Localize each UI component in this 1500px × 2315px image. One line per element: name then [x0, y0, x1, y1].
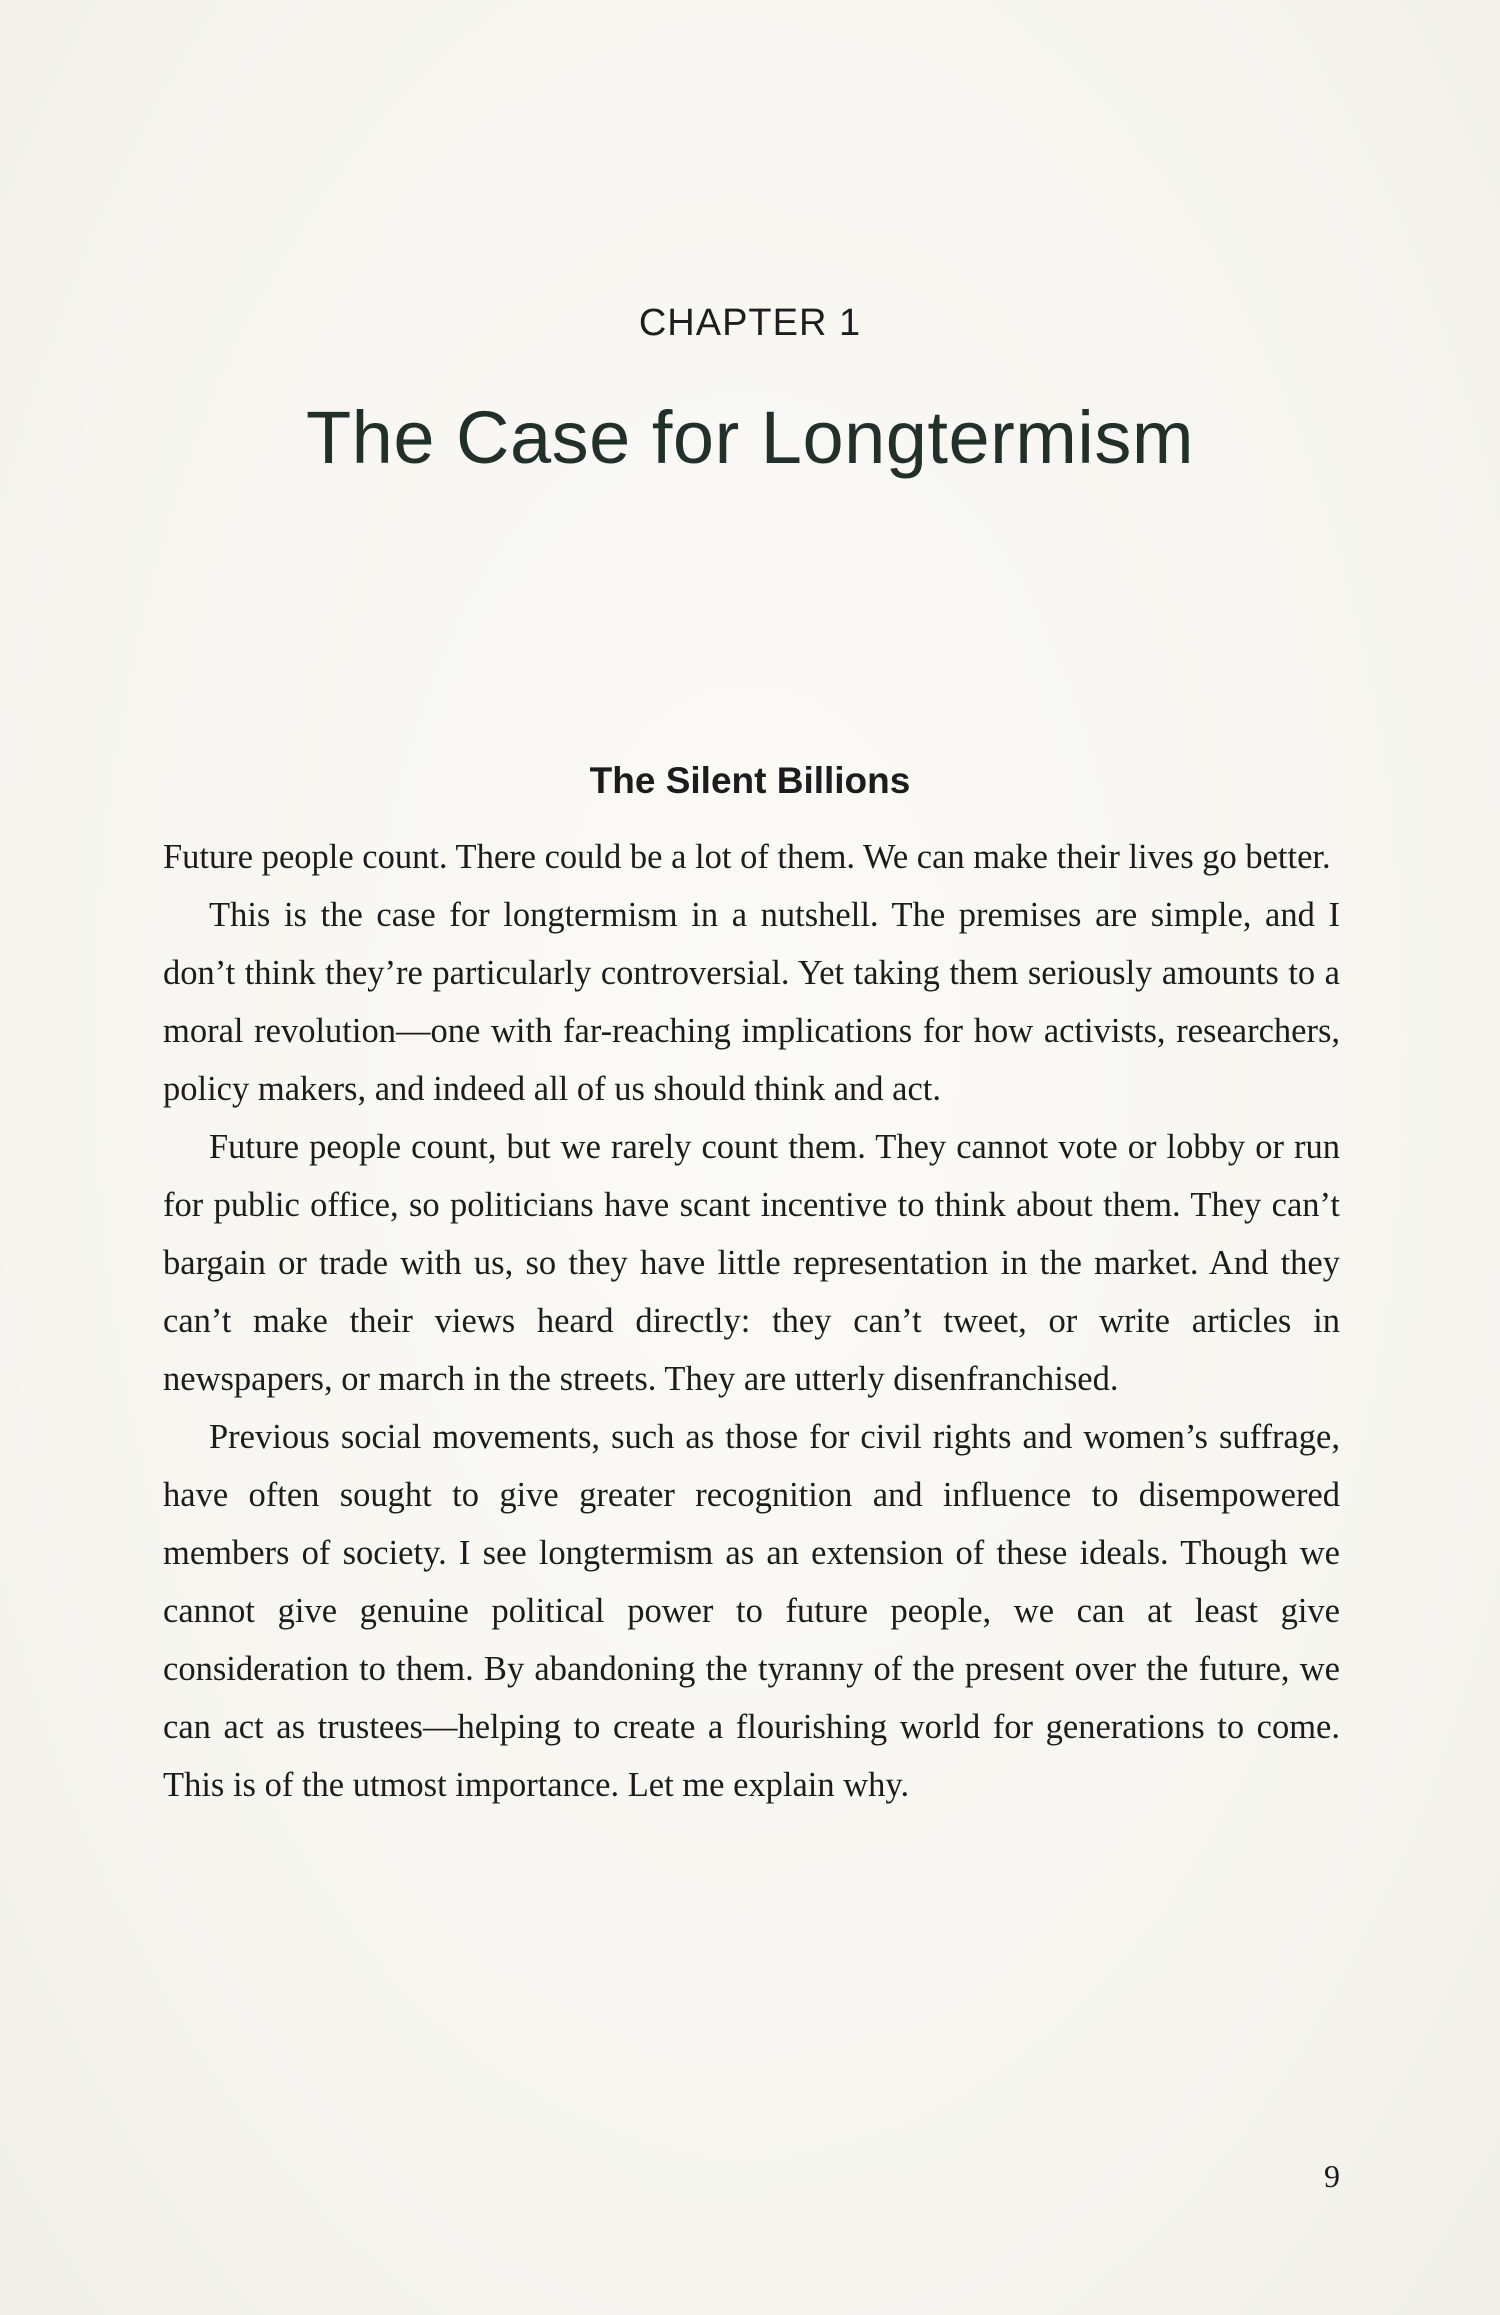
chapter-label: CHAPTER 1	[638, 302, 862, 344]
paragraph-2: This is the case for longtermism in a nutshell. The premises are simple, and I don’t think they’re particularly controversial. Yet taking them seriously amounts to a moral revolution—one with far-reaching implications for how activists, researchers, policy makers, and indeed all of us should think and act.	[163, 896, 1340, 1108]
paragraph-3: Future people count, but we rarely count them. They cannot vote or lobby or run for public office, so politicians have scant incentive to think about them. They can’t bargain or trade with us, so they have little representation in the market. And they can’t make their views heard directly: they can’t tweet, or write articles in newspapers, or march in the streets. They are utterly disenfranchised.	[163, 1128, 1340, 1398]
chapter-title: The Case for Longtermism	[305, 396, 1194, 479]
paragraph-4: Previous social movements, such as those for civil rights and women’s suffrage, have often sought to give greater recognition and influence to disempowered members of society. I see longtermism as an extension of these ideals. Though we cannot give genuine political power to future people, we can at least give consideration to them. By abandoning the tyranny of the present over the future, we can act as trustees—helping to create a flourishing world for generations to come. This is of the utmost importance. Let me explain why.	[163, 1418, 1340, 1804]
paragraph-1: Future people count. There could be a lot of them. We can make their lives go better.	[163, 838, 1331, 876]
body-text	[163, 828, 1340, 1814]
page-number: 9	[1324, 2158, 1340, 2194]
section-heading: The Silent Billions	[589, 760, 911, 801]
